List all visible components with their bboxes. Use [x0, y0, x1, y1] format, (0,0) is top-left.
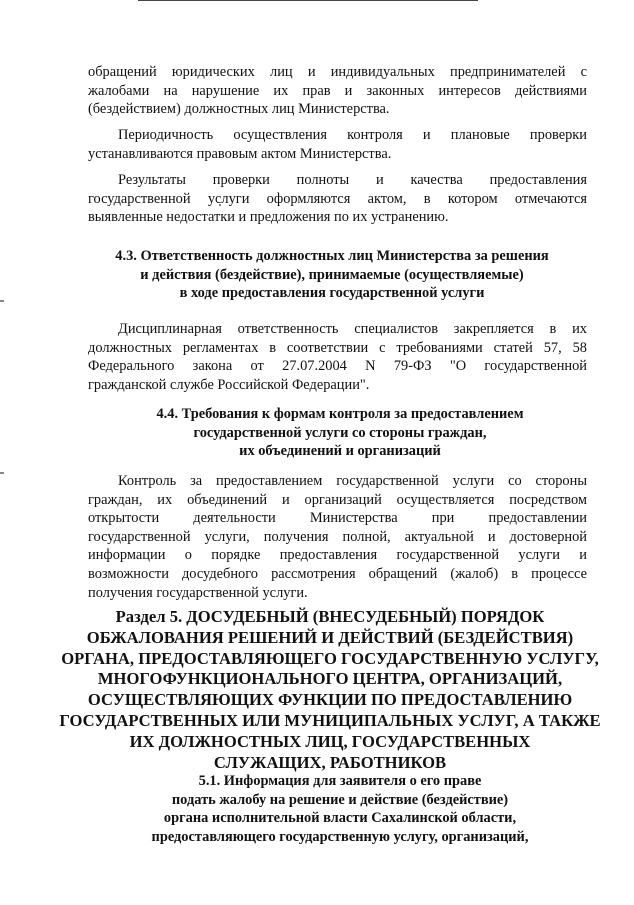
heading-line: 4.3. Ответственность должностных лиц Министерства за решения — [115, 248, 549, 264]
heading-line: предоставляющего государственную услугу, организаций, — [151, 828, 529, 845]
text-line: возможности досудебного рассмотрения обращений (жалоб) в процессе — [88, 565, 587, 582]
text-line: выявленные недостатки и предложения по их устранению. — [88, 209, 449, 226]
heading-line: 5.1. Информация для заявителя о его праве — [198, 773, 482, 789]
section-title-line: ОБЖАЛОВАНИЯ РЕШЕНИЙ И ДЕЙСТВИЙ (БЕЗДЕЙСТВИЯ) — [86, 627, 574, 647]
text-line: Федерального закона от 27.07.2004 N 79-ФЗ "О государственной — [88, 358, 587, 375]
section-title-line: МНОГОФУНКЦИОНАЛЬНОГО ЦЕНТРА, ОРГАНИЗАЦИЙ, — [97, 669, 563, 689]
section-title-line: СЛУЖАЩИХ, РАБОТНИКОВ — [213, 752, 447, 772]
heading-line: в ходе предоставления государственной услуги — [179, 285, 485, 302]
paragraph-periodicity — [88, 126, 587, 163]
text-line: граждан, их объединений и организаций осуществляется посредством — [88, 491, 587, 508]
heading-line: 4.4. Требования к формам контроля за предоставлением — [156, 406, 524, 422]
paragraph-complaints — [88, 63, 587, 119]
section-title-line: ОРГАНА, ПРЕДОСТАВЛЯЮЩЕГО ГОСУДАРСТВЕННУЮ УСЛУГУ, — [61, 648, 599, 668]
heading-line: органа исполнительной власти Сахалинской области, — [163, 810, 517, 827]
text-line: открытости деятельности Министерства при предоставлении — [88, 510, 587, 527]
section-5-title — [50, 607, 610, 773]
paragraph-control — [88, 472, 587, 602]
heading-4-3 — [52, 247, 612, 303]
text-line: информации о порядке предоставления государственной услуги и — [88, 547, 587, 564]
text-line: должностных регламентах в соответствии с требованиями статей 57, 58 — [88, 339, 587, 356]
heading-5-1 — [60, 772, 620, 846]
scan-edge-mark — [0, 300, 4, 302]
section-title-line: Раздел 5. ДОСУДЕБНЫЙ (ВНЕСУДЕБНЫЙ) ПОРЯДОК — [115, 607, 545, 626]
scan-edge-mark — [0, 472, 4, 474]
text-line: устанавливаются правовым актом Министерства. — [88, 145, 392, 162]
text-line: получения государственной услуги. — [88, 584, 308, 601]
text-line: обращений юридических лиц и индивидуальных предпринимателей с — [88, 64, 587, 80]
paragraph-results — [88, 171, 587, 227]
text-line: Результаты проверки полноты и качества предоставления — [118, 172, 587, 188]
text-line: государственной услуги, получения полной, актуальной и достоверной — [88, 528, 587, 545]
section-title-line: ИХ ДОЛЖНОСТНЫХ ЛИЦ, ГОСУДАРСТВЕННЫХ — [129, 731, 531, 751]
heading-line: и действия (бездействие), принимаемые (осуществляемые) — [140, 266, 524, 283]
heading-line: их объединений и организаций — [239, 443, 441, 460]
text-line: жалобами на нарушение их прав и законных интересов действиями — [88, 82, 587, 99]
text-line: государственной услуги оформляются актом, в котором отмечаются — [88, 190, 587, 207]
text-line: Контроль за предоставлением государственной услуги со стороны — [118, 473, 587, 489]
paragraph-responsibility — [88, 320, 587, 394]
heading-line: подать жалобу на решение и действие (бездействие) — [171, 791, 509, 808]
text-line: (бездействием) должностных лиц Министерства. — [88, 101, 390, 118]
top-rule — [138, 0, 478, 1]
section-title-line: ОСУЩЕСТВЛЯЮЩИХ ФУНКЦИИ ПО ПРЕДОСТАВЛЕНИЮ — [87, 690, 573, 710]
text-line: гражданской службе Российской Федерации". — [88, 376, 370, 393]
text-line: Дисциплинарная ответственность специалистов закрепляется в их — [118, 321, 587, 337]
text-line: Периодичность осуществления контроля и плановые проверки — [118, 127, 587, 143]
heading-line: государственной услуги со стороны граждан, — [193, 424, 487, 441]
heading-4-4 — [60, 405, 620, 461]
section-title-line: ГОСУДАРСТВЕННЫХ ИЛИ МУНИЦИПАЛЬНЫХ УСЛУГ, А ТАКЖЕ — [59, 710, 601, 730]
